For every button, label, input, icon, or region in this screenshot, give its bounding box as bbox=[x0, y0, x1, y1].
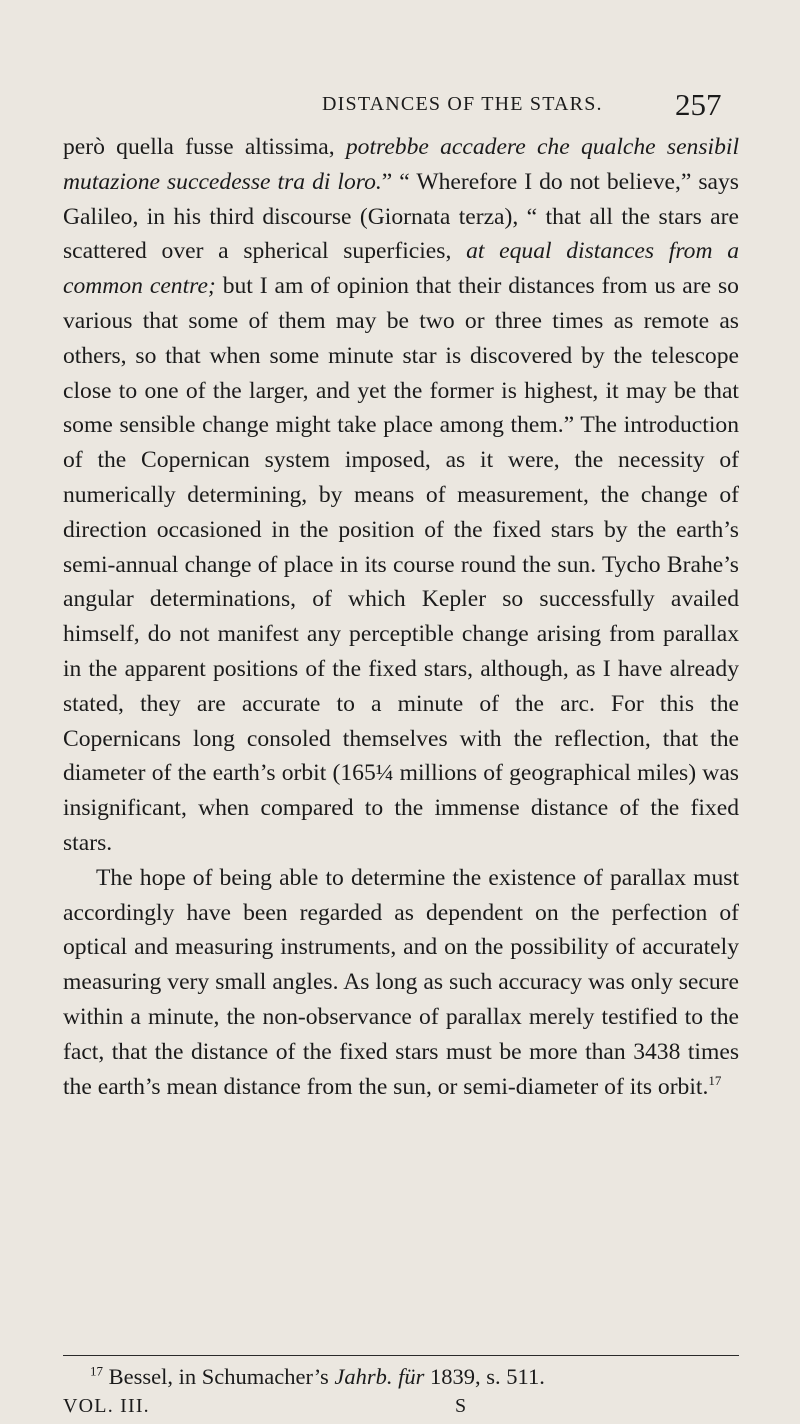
footnote-text-b: 1839, s. 511. bbox=[424, 1364, 545, 1389]
volume-label: VOL. III. bbox=[63, 1395, 150, 1417]
paragraph-2 bbox=[63, 861, 739, 1105]
paragraph-1-text-c: but I am of opinion that their distances from us are so various that some of them may be two or three times as remote as others, so that when some minute star is discovered by the telescope close to one of the larger, and yet the former is highest, it may be that some sensible change might take place among them.” The introduction of the Copernican system imposed, as it were, the necessity of numerically determining, by means of measurement, the change of direction occasioned in the position of the fixed stars by the earth’s semi-annual change of place in its course round the sun. Tycho Brahe’s angular determinations, of which Kepler so successfully availed himself, do not manifest any perceptible change arising from parallax in the apparent positions of the fixed stars, although, as I have already stated, they are accurate to a minute of the arc. For this the Copernicans long consoled themselves with the reflection, that the diameter of the earth’s orbit (165¼ millions of geographical miles) was insignificant, when compared to the immense distance of the fixed stars. bbox=[63, 273, 739, 856]
paragraph-1-text-a: però quella fusse altissima, bbox=[63, 134, 346, 160]
signature-mark: S bbox=[455, 1395, 467, 1417]
footnote-text-a: Bessel, in Schumacher’s bbox=[103, 1364, 335, 1389]
paragraph-1-italic-quote: potrebbe accadere che qualche sensibil mutazione succedesse tra di loro. bbox=[63, 134, 739, 195]
page-number: 257 bbox=[675, 87, 722, 122]
body-text bbox=[63, 130, 739, 1104]
paragraph-1-italic-phrase: at equal distances from a common centre; bbox=[63, 238, 739, 300]
page-header bbox=[0, 85, 800, 125]
paragraph-2-text: The hope of being able to determine the existence of parallax must accordingly have been regarded as dependent on the perfection of optical and measuring instruments, and on the possibility of accurately measuring very small angles. As long as such accuracy was only secure within a minute, the non-observance of parallax merely testified to the fact, that the distance of the fixed stars must be more than 3438 times the earth’s mean distance from the sun, or semi-diameter of its orbit. bbox=[63, 864, 739, 1100]
footnote bbox=[90, 1363, 740, 1391]
signature-line bbox=[63, 1394, 739, 1418]
running-title: DISTANCES OF THE STARS. bbox=[322, 93, 603, 115]
footnote-reference[interactable]: 17 bbox=[708, 1072, 722, 1088]
paragraph-1 bbox=[63, 130, 739, 861]
paragraph-1-text-b: ” “ Wherefore I do not believe,” says Galileo, in his third discourse (Giornata terza), “ that all the stars are scattered over a spherical superficies, bbox=[63, 168, 739, 265]
footnote-italic-title: Jahrb. für bbox=[334, 1364, 425, 1389]
footnote-divider bbox=[63, 1355, 739, 1356]
footnote-number: 17 bbox=[90, 1363, 103, 1379]
